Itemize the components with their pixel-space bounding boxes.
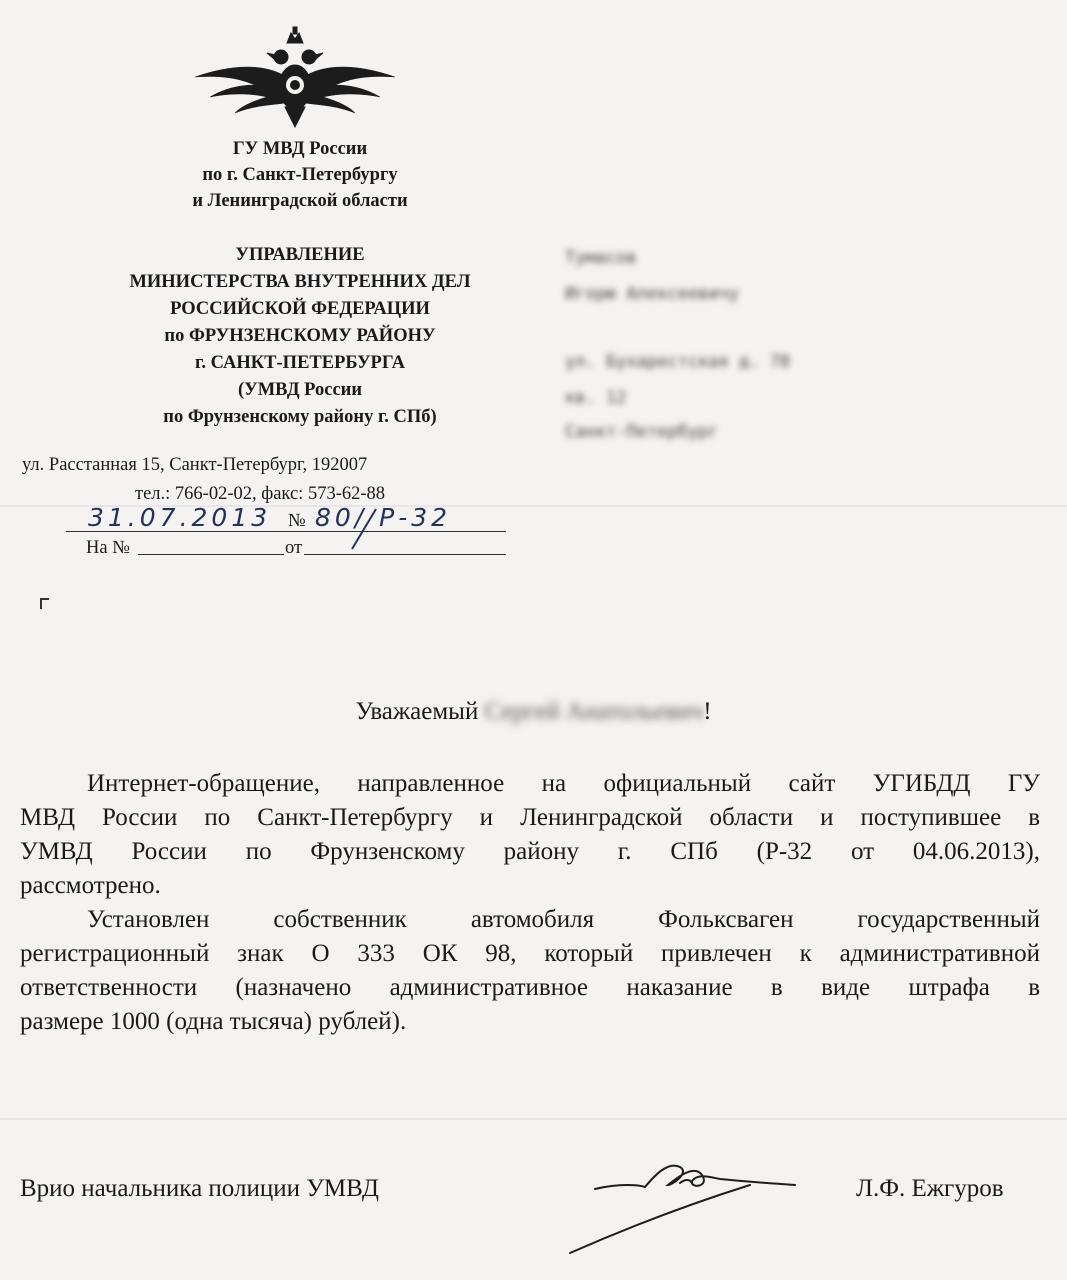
registration-date: 31.07.2013 (88, 503, 272, 532)
reference-number-label: На № (86, 538, 130, 558)
org-address: ул. Расстанная 15, Санкт-Петербург, 192007 (22, 455, 368, 475)
paragraph1-line-1: Интернет-обращение, направленное на официальный сайт УГИБДД ГУ (87, 770, 1040, 797)
header-dept-line-3: и Ленинградской области (192, 191, 408, 211)
registration-number: 80/ Р-32 (315, 503, 452, 532)
header-dept-line-1: ГУ МВД России (232, 139, 368, 159)
signatory-name: Л.Ф. Ежгуров (856, 1175, 1004, 1202)
header-org-line-5: г. САНКТ-ПЕТЕРБУРГА (195, 353, 405, 373)
header-org-line-2: МИНИСТЕРСТВА ВНУТРЕННИХ ДЕЛ (129, 272, 471, 292)
reference-date-line (304, 554, 506, 555)
handwritten-signature (540, 1145, 810, 1265)
emblem-double-headed-eagle-icon (195, 25, 395, 135)
header-dept-line-2: по г. Санкт-Петербургу (202, 165, 398, 185)
header-org-line-3: РОССИЙСКОЙ ФЕДЕРАЦИИ (170, 299, 430, 319)
greeting-prefix: Уважаемый (355, 698, 479, 725)
header-org-line-4: по ФРУНЗЕНСКОМУ РАЙОНУ (164, 326, 436, 346)
recipient-line-4: кв. 12 (565, 388, 627, 408)
signatory-position: Врио начальника полиции УМВД (20, 1175, 379, 1202)
recipient-line-2: Игорю Алексеевичу (565, 284, 739, 304)
paragraph2-line-2: регистрационный знак О 333 ОК 98, который привлечен к административной (20, 940, 1040, 967)
paragraph1-line-3: УМВД России по Фрунзенскому району г. СПб (Р-32 от 04.06.2013), (20, 838, 1040, 865)
reference-number-line (138, 554, 284, 555)
number-slash-stroke (340, 505, 380, 555)
header-org-line-7: по Фрунзенскому району г. СПб) (163, 407, 437, 427)
org-phone: тел.: 766-02-02, факс: 573-62-88 (135, 484, 386, 504)
registration-number-label: № (288, 511, 306, 531)
greeting-suffix: ! (703, 698, 712, 725)
recipient-line-1: Тумасов (565, 248, 637, 268)
paragraph2-line-1: Установлен собственник автомобиля Фольксваген государственный (87, 906, 1040, 933)
header-org-line-1: УПРАВЛЕНИЕ (235, 245, 365, 265)
recipient-line-5: Санкт-Петербург (565, 422, 719, 442)
greeting-name: Сергей Анатольевич (484, 698, 704, 725)
recipient-line-3: ул. Бухарестская д. 78 (565, 352, 791, 372)
paragraph1-line-2: МВД России по Санкт-Петербургу и Ленинградской области и поступившее в (20, 804, 1040, 831)
paragraph1-line-4: рассмотрено. (20, 872, 161, 899)
reference-from-label: от (285, 538, 303, 558)
paragraph2-line-4: размере 1000 (одна тысяча) рублей). (20, 1008, 407, 1035)
registration-underline (66, 531, 506, 532)
greeting (0, 698, 1067, 726)
address-corner-mark (40, 598, 49, 609)
header-org-line-6: (УМВД России (237, 380, 363, 400)
paragraph2-line-3: ответственности (назначено административное наказание в виде штрафа в (20, 974, 1040, 1001)
